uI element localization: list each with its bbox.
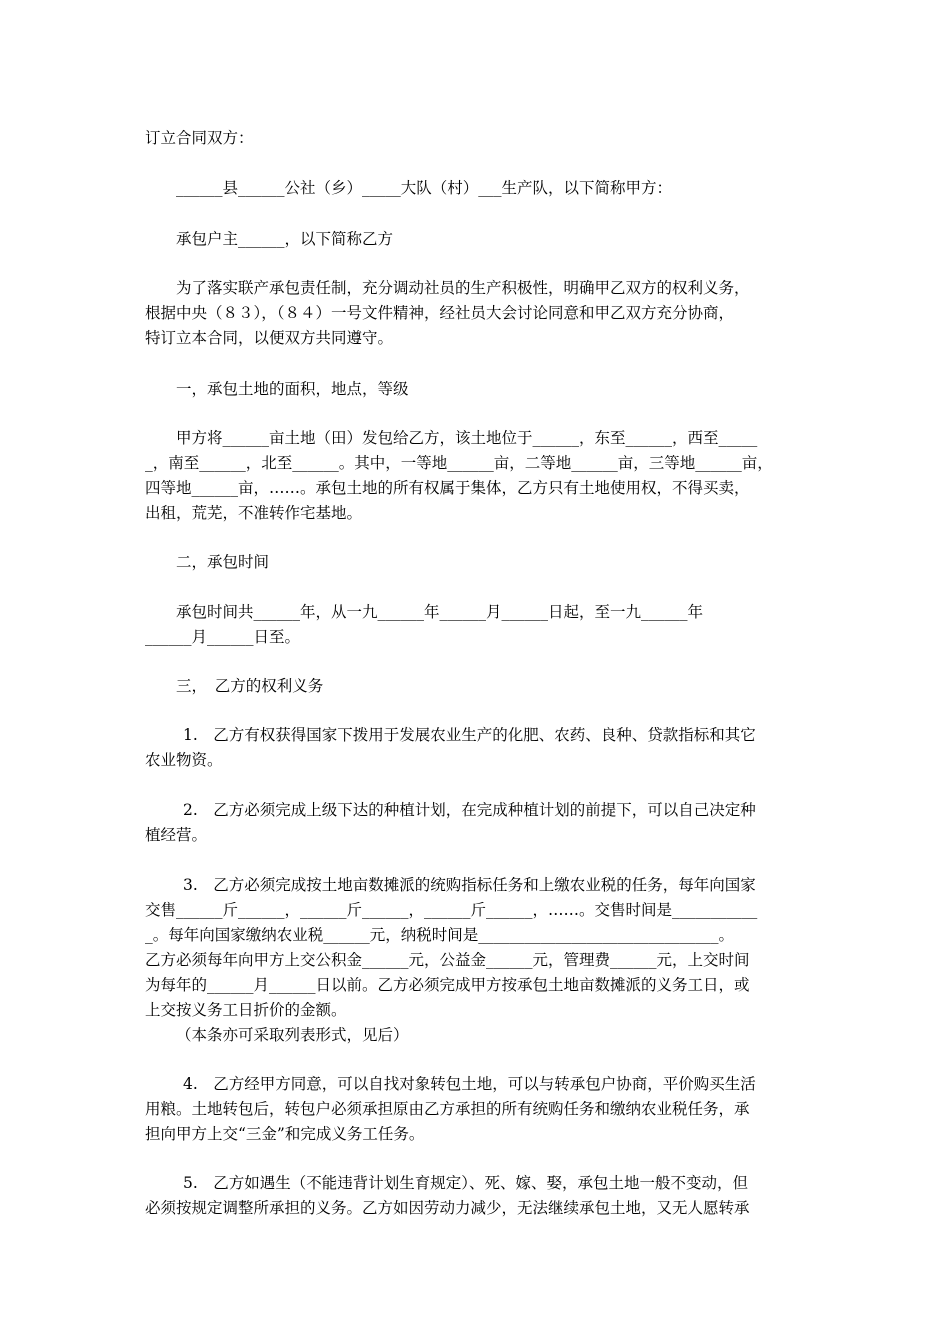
parties-heading: 订立合同双方： [145,129,254,147]
party-a-line: ______县______公社（乡）_____大队（村）___生产队，以下简称甲方： [176,179,673,197]
item3-note: （本条亦可采取列表形式，见后） [176,1026,409,1044]
item1-paragraph: 1. 乙方有权获得国家下拨用于发展农业生产的化肥、农药、良种、贷款指标和其它 农业物资。 [145,726,756,769]
section2-paragraph: 承包时间共______年，从一九______年______月______日起，至一九______年 ______月______日至。 [145,603,704,646]
section1-title: 一，承包土地的面积，地点，等级 [176,380,409,398]
section3-title: 三， 乙方的权利义务 [176,677,324,695]
item5-paragraph: 5. 乙方如遇生（不能违背计划生育规定）、死、嫁、娶，承包土地一般不变动，但 必须按规定调整所承担的义务。乙方如因劳动力减少，无法继续承包土地，又无人愿转承 [145,1174,750,1217]
section1-paragraph: 甲方将______亩土地（田）发包给乙方，该土地位于______，东至______，西至_____ _，南至______，北至______。其中，一等地______亩，二等地______亩，三等地______亩， 四等地______亩，……。承包土地的所有权属于集体，乙方只有土地使用权，不得买卖， 出租，荒芜，不准转作宅基地。 [145,429,773,522]
preamble-paragraph: 为了落实联产承包责任制，充分调动社员的生产积极性，明确甲乙双方的权利义务， 根据中央（８３），（８４）一号文件精神，经社员大会讨论同意和甲乙双方充分协商， 特订立本合同，以便双方共同遵守。 [145,279,750,347]
section2-title: 二，承包时间 [176,553,270,571]
item4-paragraph: 4. 乙方经甲方同意，可以自找对象转包土地，可以与转承包户协商，平价购买生活 用粮。土地转包后，转包户必须承担原由乙方承担的所有统购任务和缴纳农业税任务，承 担向甲方上交“三金”和完成义务工任务。 [145,1075,756,1143]
item3-paragraph: 3. 乙方必须完成按土地亩数摊派的统购指标任务和上缴农业税的任务，每年向国家 交售______斤______，______斤______，______斤______，……。交售时间是___________ _。每年向国家缴纳农业税______元，纳税时间是_______________________________。 乙方必须每年向甲方上交公积金______元，公益金______元，管理费______元，上交时间 为每年的______月______日以前。乙方必须完成甲方按承包土地亩数摊派的义务工日，或 上交按义务工日折价的金额。 （本条亦可采取列表形式，见后） [145,873,817,1048]
party-b-line: 承包户主______，以下简称乙方 [176,230,394,248]
item2-paragraph: 2. 乙方必须完成上级下达的种植计划，在完成种植计划的前提下，可以自己决定种 植经营。 [145,801,756,844]
